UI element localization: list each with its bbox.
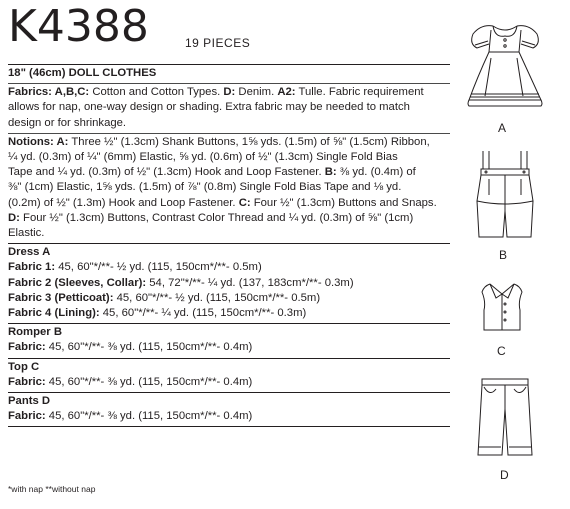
vest-icon [472, 280, 532, 340]
pants-d-sketch [470, 375, 540, 482]
pattern-info [8, 64, 450, 427]
top-c-heading: Top C [8, 360, 40, 373]
dress-a-heading: Dress A [8, 246, 51, 259]
romper-b-section [8, 324, 450, 357]
yardage-row: Fabric 4 (Lining): 45, 60"*/**- ¼ yd. (115, 150cm*/**- 0.3m) [8, 307, 307, 320]
sketch-label-a: A [498, 121, 507, 135]
nap-footnote: *with nap **without nap [8, 484, 96, 494]
sketch-label-d: D [500, 468, 509, 482]
pattern-number: K4388 [8, 1, 149, 52]
title-section [8, 65, 450, 83]
top-c-sketch [472, 280, 532, 358]
pants-d-section [8, 393, 450, 426]
sketch-label-b: B [499, 248, 508, 262]
yardage-row: Fabric: 45, 60"*/**- ⅜ yd. (115, 150cm*/**- 0.4m) [8, 410, 253, 423]
romper-icon [465, 145, 545, 245]
doll-clothes-title: 18" (46cm) DOLL CLOTHES [8, 67, 157, 79]
dress-a-section [8, 244, 450, 323]
yardage-row: Fabric 3 (Petticoat): 45, 60"*/**- ½ yd. (115, 150cm*/**- 0.5m) [8, 291, 321, 304]
yardage-row: Fabric 2 (Sleeves, Collar): 54, 72"*/**- ¼ yd. (137, 183cm*/**- 0.3m) [8, 276, 354, 289]
pants-icon [470, 375, 540, 465]
pants-d-heading: Pants D [8, 395, 51, 408]
top-c-section [8, 359, 450, 392]
sketch-label-c: C [497, 344, 506, 358]
notions-section: Notions: A: Three ½" (1.3cm) Shank Buttons, 1⅝ yds. (1.5m) of ⅝" (1.5cm) Ribbon, ¼ yd. (0.3m) of ¼" (6mm) Elastic, ⅝ yd. (0.6m) of ½" (1.3cm) Single Fold Bias Tape and ¼ yd. (0.3m) of ½" (1.3cm) Hook and Loop Fastener. B: ⅜ yd. (0.4m) of ⅜" (1cm) Elastic, 1⅝ yds. (1.5m) of ⅞" (0.8m) Single Fold Bias Tape and ⅛ yd. (0.2m) of ½" (1.3m) Hook and Loop Fastener. C: Four ½" (1.3cm) Buttons and Snaps. D: Four ½" (1.3cm) Buttons, Contrast Color Thread and ¼ yd. (0.3m) of ⅝" (1cm) Elastic. [8, 135, 437, 240]
yardage-row: Fabric: 45, 60"*/**- ⅜ yd. (115, 150cm*/**- 0.4m) [8, 341, 253, 354]
fabrics-label: Fabrics: A,B,C: [8, 86, 90, 99]
romper-b-heading: Romper B [8, 326, 62, 339]
romper-b-sketch [465, 145, 545, 262]
dress-a-sketch [455, 8, 555, 135]
fabrics-section: Fabrics: A,B,C: Cotton and Cotton Types. D: Denim. A2: Tulle. Fabric requirement allows for nap, one-way design or shading. Extra fabric may be needed to match design or for shrinkage. [8, 86, 424, 129]
yardage-row: Fabric: 45, 60"*/**- ⅜ yd. (115, 150cm*/**- 0.4m) [8, 375, 253, 388]
yardage-row: Fabric 1: 45, 60"*/**- ½ yd. (115, 150cm*/**- 0.5m) [8, 261, 262, 274]
dress-icon [455, 8, 555, 118]
piece-count: 19 PIECES [185, 36, 251, 50]
notions-label: Notions: A: [8, 135, 69, 148]
